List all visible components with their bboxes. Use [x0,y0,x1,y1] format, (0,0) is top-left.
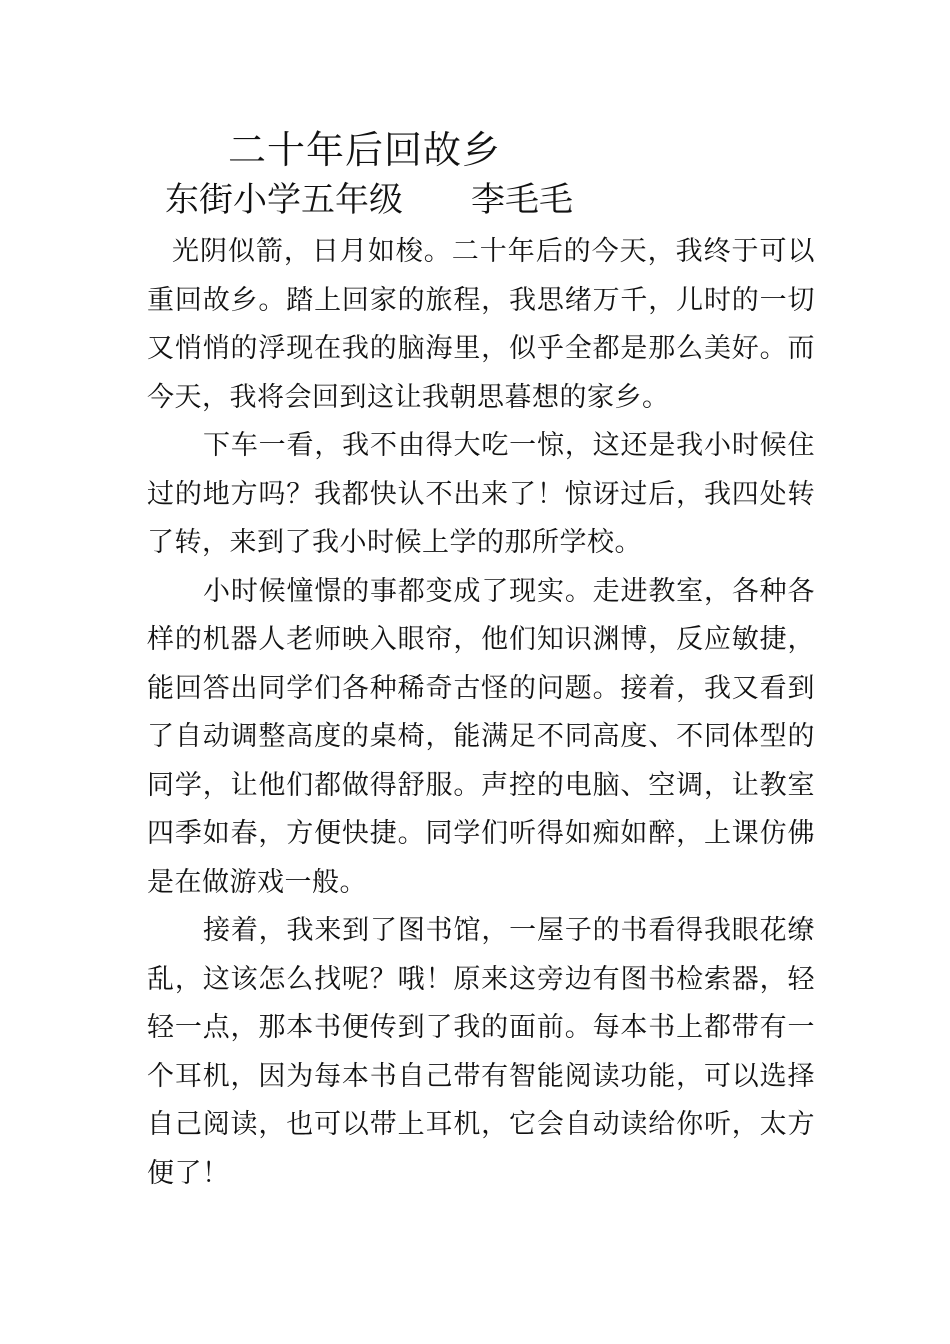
paragraph-4: 接着，我来到了图书馆，一屋子的书看得我眼花缭乱，这该怎么找呢？哦！原来这旁边有图书检索器，轻轻一点，那本书便传到了我的面前。每本书上都带有一个耳机，因为每本书自己带有智能阅读功能，可以选择自己阅读，也可以带上耳机，它会自动读给你听，太方便了！ [147,915,815,1189]
school-class: 东街小学五年级 [165,180,403,220]
essay-title: 二十年后回故乡 [228,128,502,172]
byline [165,176,573,224]
essay-body [147,228,815,1198]
paragraph-2: 下车一看，我不由得大吃一惊，这还是我小时候住过的地方吗？我都快认不出来了！惊讶过后，我四处转了转，来到了我小时候上学的那所学校。 [147,430,815,558]
paragraph-3: 小时候憧憬的事都变成了现实。走进教室，各种各样的机器人老师映入眼帘，他们知识渊博，反应敏捷，能回答出同学们各种稀奇古怪的问题。接着，我又看到了自动调整高度的桌椅，能满足不同高度、不同体型的同学，让他们都做得舒服。声控的电脑、空调，让教室四季如春，方便快捷。同学们听得如痴如醉，上课仿佛是在做游戏一般。 [147,575,815,898]
paragraph-1: 光阴似箭，日月如梭。二十年后的今天，我终于可以重回故乡。踏上回家的旅程，我思绪万千，儿时的一切又悄悄的浮现在我的脑海里，似乎全都是那么美好。而今天，我将会回到这让我朝思暮想的家乡。 [147,236,815,413]
author-name: 李毛毛 [471,180,573,220]
